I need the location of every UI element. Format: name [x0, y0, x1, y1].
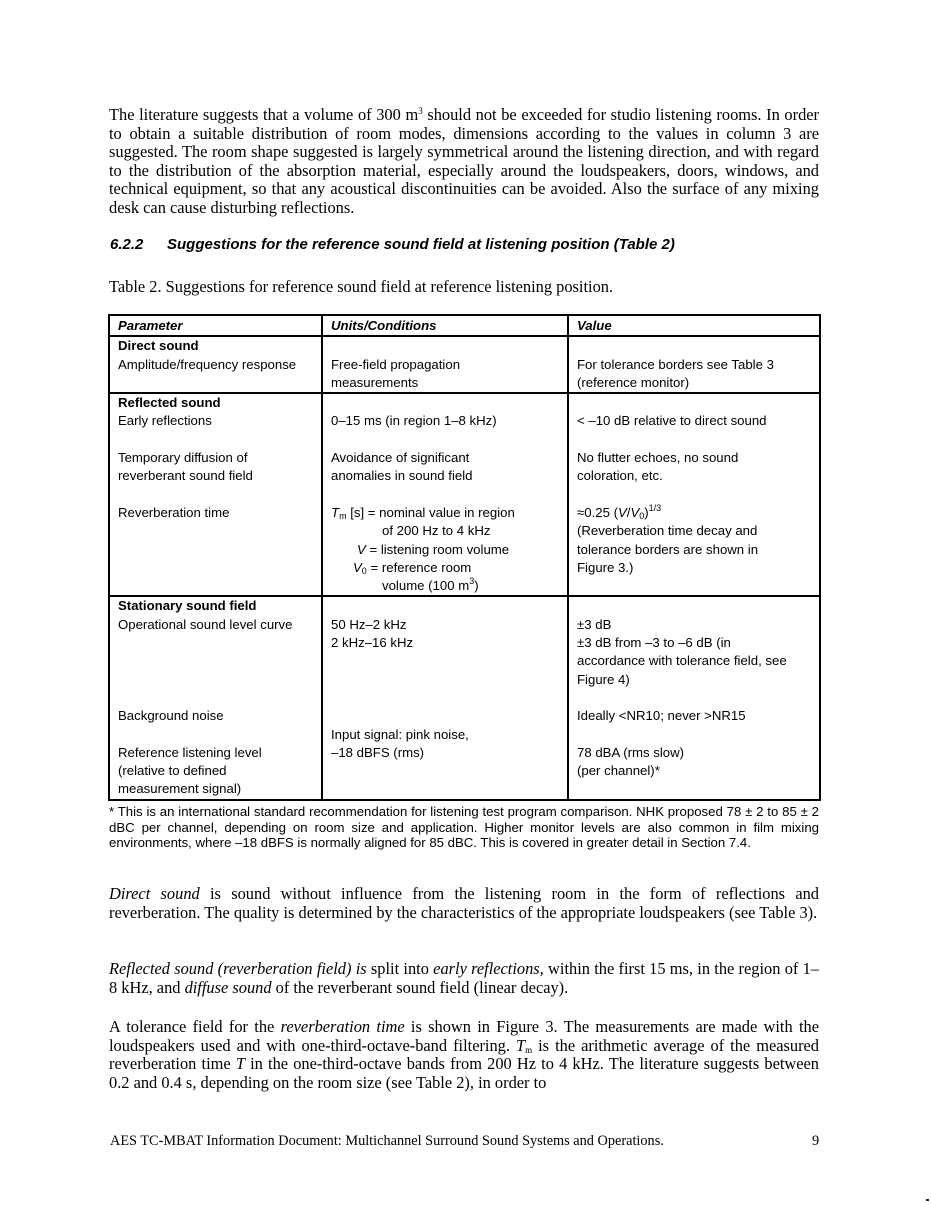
value-cell: [568, 393, 820, 596]
term: Reflected sound (reverberation field) is: [109, 959, 367, 978]
table-caption: Table 2. Suggestions for reference sound field at reference listening position.: [109, 277, 614, 296]
header-units: Units/Conditions: [322, 315, 568, 336]
units-line: Free-field propagation: [331, 356, 461, 372]
paragraph-text: split into: [366, 959, 434, 978]
paragraph-text: is the arithmetic average of the measured reverberation time: [109, 1035, 819, 1074]
units-text: volume (100 m: [382, 578, 470, 594]
units-line: Avoidance of significant: [331, 450, 470, 466]
term: early reflections,: [433, 959, 544, 978]
value-line: (Reverberation time decay and: [577, 523, 758, 539]
paragraph-text: is sound without influence from the listening room in the form of reflections and reverberation. The quality is determined by the characteristics of the appropriate loudspeakers (see Table 3).: [109, 884, 819, 922]
paragraph-text: within the first 15 ms, in the region of 1–8 kHz, and: [109, 959, 819, 997]
units-text: = listening room volume: [365, 541, 510, 557]
value-line: Figure 4): [577, 671, 630, 687]
value-line: accordance with tolerance field, see: [577, 653, 787, 669]
superscript: 1/3: [648, 502, 662, 513]
units-line: measurements: [331, 374, 419, 390]
paragraph-text: A tolerance field for the: [109, 1017, 281, 1036]
subscript: m: [339, 510, 347, 521]
symbol: V: [357, 541, 366, 557]
symbol: T: [515, 1035, 526, 1055]
param-label: Operational sound level curve: [118, 616, 293, 632]
term: diffuse sound: [184, 977, 272, 997]
value-line: [577, 504, 811, 522]
value-line: ±3 dB: [577, 616, 612, 632]
paragraph-text: in the one-third-octave bands from 200 Hz to 4 kHz. The literature suggests between 0.2 and 0.4 s, depending on the room size (see Table 2), in order to: [109, 1054, 819, 1092]
value-line: (per channel)*: [577, 763, 660, 779]
page-footer: AES TC-MBAT Information Document: Multichannel Surround Sound Systems and Operations.: [110, 1133, 664, 1149]
subscript: m: [525, 1044, 533, 1055]
reference-sound-field-table: [108, 314, 821, 801]
value-text: ): [644, 504, 649, 520]
param-cell: [109, 336, 322, 393]
reflected-sound-paragraph: [109, 960, 819, 997]
group-title: Reflected sound: [118, 395, 221, 411]
intro-text-2: should not be exceeded for studio listening rooms. In order to obtain a suitable distribution of room modes, dimensions according to the values in column 3 are suggested. The room shape suggested is largely symmetrical around the listening direction, and with regard to the distribution of the absorption material, especially around the loudspeakers, doors, windows, and technical equipment, so that any acoustical discontinuities can be avoided. Also the surface of any mixing desk can cause disturbing reflections.: [109, 105, 819, 217]
units-line: [331, 504, 559, 522]
paragraph-text: is shown in Figure 3. The measurements are made with the loudspeakers used and with one-third-octave-band filtering.: [109, 1017, 819, 1055]
units-line: of 200 Hz to 4 kHz: [382, 523, 491, 539]
value-line: tolerance borders are shown in: [577, 541, 759, 557]
section-title: Suggestions for the reference sound field at listening position (Table 2): [167, 236, 675, 253]
subscript: 0: [361, 565, 367, 576]
param-label: Background noise: [118, 708, 224, 724]
units-text: = reference room: [366, 559, 472, 575]
units-line: –18 dBFS (rms): [331, 744, 425, 760]
units-line: 0–15 ms (in region 1–8 kHz): [331, 413, 497, 429]
value-line: 78 dBA (rms slow): [577, 744, 684, 760]
value-text: /: [626, 504, 631, 520]
superscript: 3: [418, 106, 423, 116]
scan-artifact: [926, 1199, 929, 1201]
param-label: Reverberation time: [118, 504, 230, 520]
units-line: [331, 541, 559, 559]
value-line: Figure 3.): [577, 559, 634, 575]
units-cell: [322, 336, 568, 393]
units-text: ): [474, 578, 479, 594]
symbol: V: [630, 504, 640, 520]
value-cell: [568, 596, 820, 799]
value-line: < –10 dB relative to direct sound: [577, 413, 767, 429]
page-number: 9: [812, 1133, 820, 1149]
term: Direct sound: [109, 884, 200, 903]
subscript: 0: [639, 510, 645, 521]
units-line: [331, 559, 559, 577]
param-label: Temporary diffusion of: [118, 450, 248, 466]
param-label: measurement signal): [118, 781, 242, 797]
intro-paragraph: [109, 106, 819, 218]
table-group-reflected-sound: [109, 393, 820, 596]
param-cell: [109, 393, 322, 596]
param-label: reverberant sound field: [118, 468, 253, 484]
value-line: (reference monitor): [577, 374, 690, 390]
paragraph-text: of the reverberant sound field (linear decay).: [271, 977, 569, 997]
table-group-stationary-sound-field: [109, 596, 820, 799]
value-line: No flutter echoes, no sound: [577, 450, 739, 466]
superscript: 3: [469, 576, 475, 587]
param-label: Early reflections: [118, 413, 212, 429]
value-cell: [568, 336, 820, 393]
units-line: Input signal: pink noise,: [331, 726, 469, 742]
symbol: T: [235, 1054, 245, 1074]
param-label: Amplitude/frequency response: [118, 356, 297, 372]
symbol: T: [331, 504, 340, 520]
table-group-direct-sound: [109, 336, 820, 393]
direct-sound-paragraph: [109, 885, 819, 922]
section-heading: [110, 236, 675, 253]
header-value: Value: [568, 315, 820, 336]
value-line: Ideally <NR10; never >NR15: [577, 708, 746, 724]
units-line: 2 kHz–16 kHz: [331, 635, 414, 651]
units-cell: [322, 393, 568, 596]
symbol: V: [617, 504, 627, 520]
intro-text-1: The literature suggests that a volume of 300 m: [109, 105, 419, 124]
symbol: V: [353, 559, 362, 575]
units-text: [s] = nominal value in region: [346, 504, 515, 520]
param-label: Reference listening level: [118, 744, 262, 760]
value-line: For tolerance borders see Table 3: [577, 356, 774, 372]
units-line: anomalies in sound field: [331, 468, 473, 484]
header-parameter: Parameter: [109, 315, 322, 336]
table-footnote: * This is an international standard recommendation for listening test program comparison. NHK proposed 78 ± 2 to 85 ± 2 dBC per channel, depending on room size and application. Higher monitor levels are also common in film mixing environments, where –18 dBFS is normally aligned for 85 dBC. This is covered in greater detail in Section 7.4.: [109, 804, 819, 850]
value-line: ±3 dB from –3 to –6 dB (in: [577, 635, 731, 651]
value-line: coloration, etc.: [577, 468, 663, 484]
units-line: [331, 577, 559, 595]
tolerance-paragraph: [109, 1018, 819, 1092]
term: reverberation time: [280, 1017, 405, 1036]
param-cell: [109, 596, 322, 799]
units-cell: [322, 596, 568, 799]
table-header-row: [109, 315, 820, 336]
group-title: Direct sound: [118, 338, 199, 354]
units-line: 50 Hz–2 kHz: [331, 616, 407, 632]
value-text: ≈0.25 (: [577, 504, 618, 520]
param-label: (relative to defined: [118, 763, 227, 779]
section-number: 6.2.2: [110, 236, 144, 253]
group-title: Stationary sound field: [118, 598, 257, 614]
